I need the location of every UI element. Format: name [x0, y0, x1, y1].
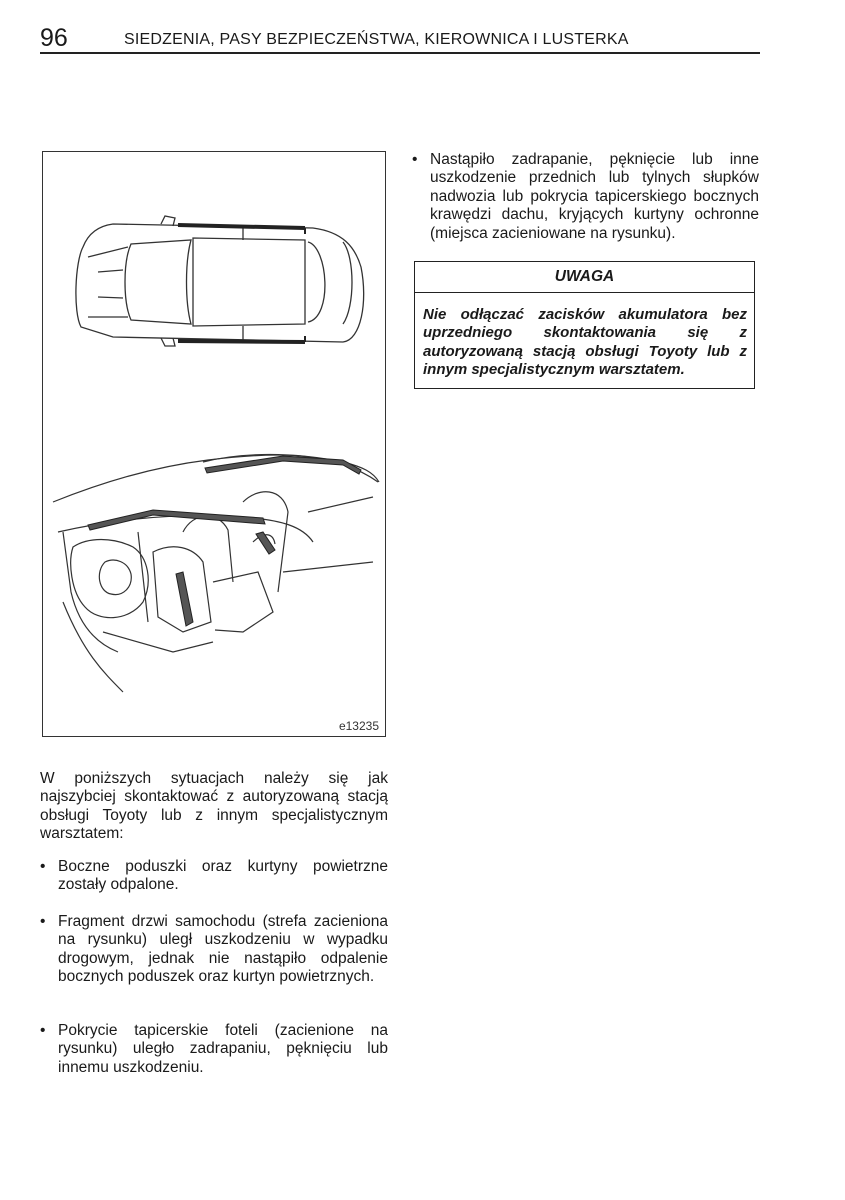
list-item	[40, 858, 388, 895]
bullet-text: Boczne poduszki oraz kurtyny powietrzne zostały odpalone.	[58, 858, 388, 894]
bullet-dot: •	[40, 858, 46, 875]
car-top-and-interior-illustration	[43, 152, 387, 738]
warning-box	[414, 261, 755, 389]
list-item	[412, 151, 759, 243]
intro-paragraph: W poniższych sytuacjach należy się jak najszybciej skontaktować z autoryzowaną stacją obsługi Toyoty lub z innym specjalistycznym warsztatem:	[40, 770, 388, 843]
bullet-text: Pokrycie tapicerskie foteli (zacienione na rysunku) uległo zadrapaniu, pęknięciu lub innemu uszkodzeniu.	[58, 1022, 388, 1076]
bullet-dot: •	[412, 151, 418, 168]
figure-code: e13235	[338, 719, 379, 733]
bullet-dot: •	[40, 1022, 46, 1039]
section-title: SIEDZENIA, PASY BEZPIECZEŃSTWA, KIEROWNICA I LUSTERKA	[124, 31, 629, 48]
warning-title: UWAGA	[554, 268, 615, 285]
page-header	[40, 24, 760, 54]
warning-divider	[415, 292, 754, 293]
bullet-text: Fragment drzwi samochodu (strefa zacieniona na rysunku) uległ uszkodzeniu w wypadku drogowym, jednak nie nastąpiło odpalenie bocznych poduszek oraz kurtyn powietrznych.	[58, 913, 388, 986]
list-item	[40, 913, 388, 987]
illustration-figure	[42, 151, 386, 737]
list-item	[40, 1022, 388, 1077]
page-number: 96	[40, 24, 68, 52]
bullet-text: Nastąpiło zadrapanie, pęknięcie lub inne uszkodzenie przednich lub tylnych słupków nadwozia lub pokrycia tapicerskiego bocznych krawędzi dachu, kryjących kurtyny ochronne (miejsca zacieniowane na rysunku).	[430, 151, 759, 242]
bullet-dot: •	[40, 913, 46, 930]
warning-text: Nie odłączać zacisków akumulatora bez uprzedniego skontaktowania się z autoryzowaną stacją obsługi Toyoty lub z innym specjalistycznym warsztatem.	[423, 306, 747, 379]
